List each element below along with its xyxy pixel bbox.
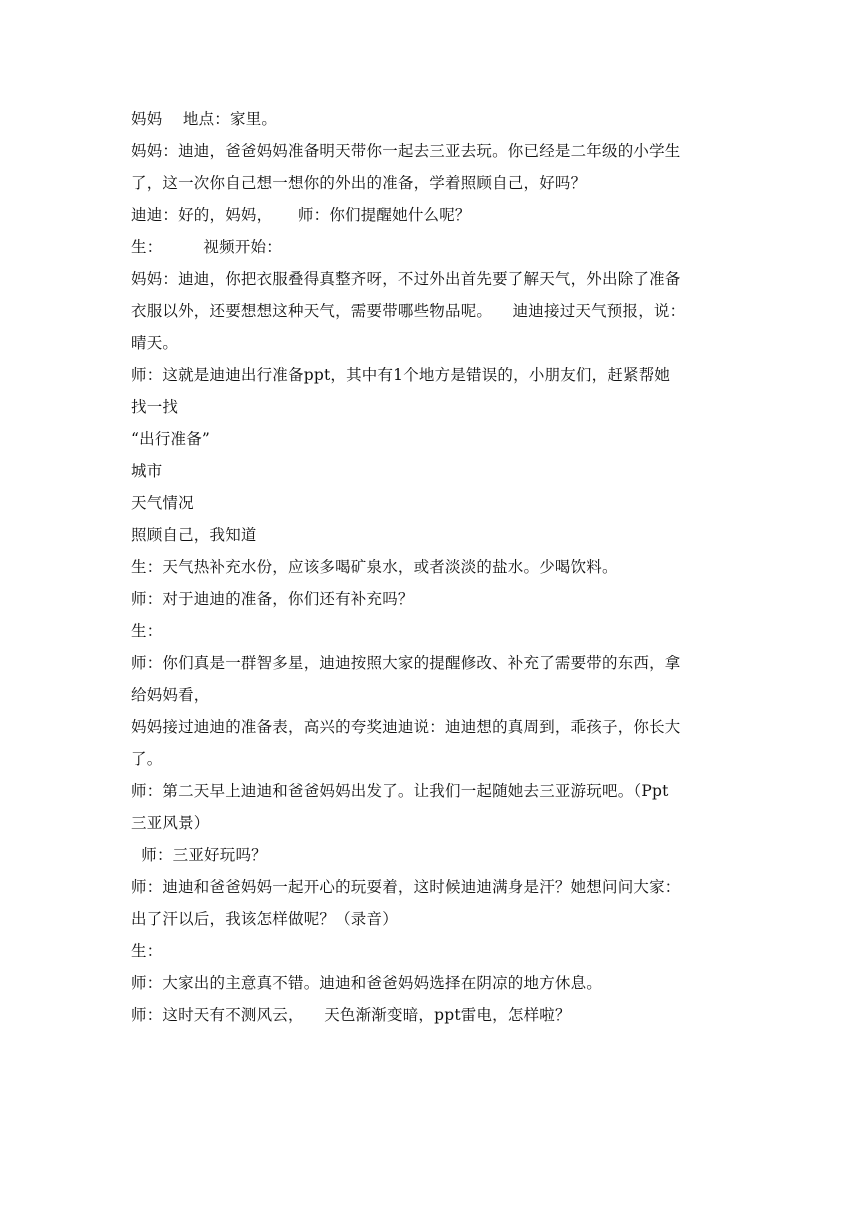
text-line: 师：大家出的主意真不错。迪迪和爸爸妈妈选择在阴凉的地方休息。 (131, 974, 603, 992)
text-line: 师：第二天早上迪迪和爸爸妈妈出发了。让我们一起随她去三亚游玩吧。（Ppt (131, 782, 669, 800)
text-line: 妈妈：迪迪，爸爸妈妈准备明天带你一起去三亚去玩。你已经是二年级的小学生 (131, 142, 681, 160)
text-line: 迪迪：好的，妈妈， 师：你们提醒她什么呢？ (131, 206, 471, 224)
text-line: 师：迪迪和爸爸妈妈一起开心的玩耍着，这时候迪迪满身是汗？她想问问大家： (131, 878, 681, 896)
text-line: 给妈妈看， (131, 686, 210, 704)
text-line: 了，这一次你自己想一想你的外出的准备，学着照顾自己，好吗？ (131, 174, 587, 192)
text-line: 照顾自己，我知道 (131, 526, 257, 544)
document-page (131, 108, 731, 1036)
text-line: 生： 视频开始： (131, 238, 282, 256)
text-line: 师：你们真是一群智多星，迪迪按照大家的提醒修改、补充了需要带的东西，拿 (131, 654, 681, 672)
text-line: 三亚风景） (131, 814, 210, 832)
text-line: 生： (131, 942, 163, 960)
text-line: 师：这就是迪迪出行准备ppt，其中有1个地方是错误的，小朋友们，赶紧帮她 (131, 366, 671, 384)
text-line: 师：对于迪迪的准备，你们还有补充吗？ (131, 590, 414, 608)
text-line: 妈妈：迪迪，你把衣服叠得真整齐呀，不过外出首先要了解天气，外出除了准备 (131, 270, 681, 288)
text-line: “出行准备” (131, 430, 211, 448)
text-line: 妈妈 地点：家里。 (131, 110, 278, 128)
text-line: 妈妈接过迪迪的准备表，高兴的夸奖迪迪说：迪迪想的真周到，乖孩子，你长大 (131, 718, 681, 736)
text-line: 天气情况 (131, 494, 194, 512)
text-line: 晴天。 (131, 334, 179, 352)
text-line: 了。 (131, 750, 163, 768)
text-line: 生：天气热补充水份，应该多喝矿泉水，或者淡淡的盐水。少喝饮料。 (131, 558, 618, 576)
text-line: 城市 (131, 462, 163, 480)
text-line: 衣服以外，还要想想这种天气，需要带哪些物品呢。 迪迪接过天气预报，说： (131, 302, 686, 320)
text-line: 师：三亚好玩吗？ (131, 846, 267, 864)
text-line: 生： (131, 622, 163, 640)
text-line: 出了汗以后，我该怎样做呢？（录音） (131, 910, 398, 928)
text-line: 找一找 (131, 398, 179, 416)
text-line: 师：这时天有不测风云， 天色渐渐变暗，ppt雷电，怎样啦？ (131, 1006, 571, 1024)
